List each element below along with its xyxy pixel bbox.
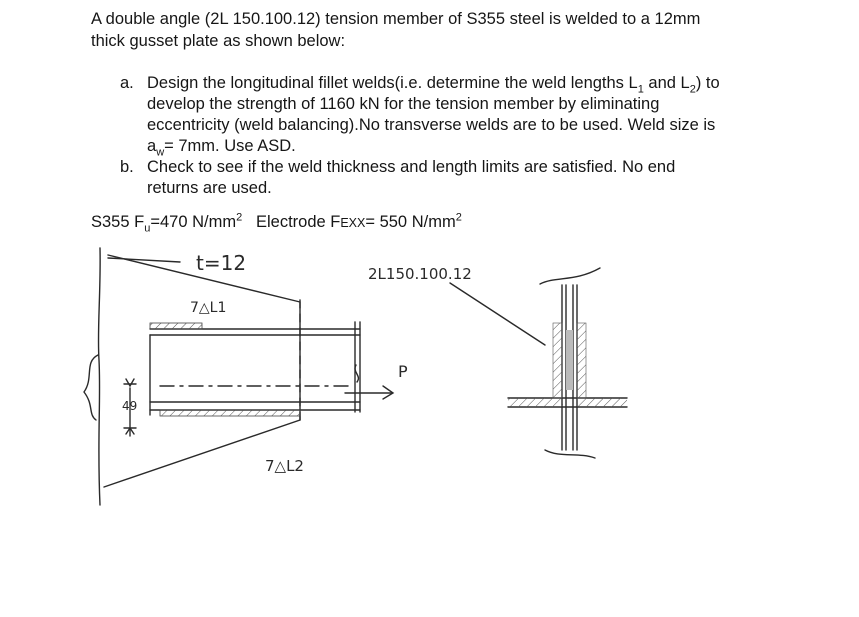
task-b-line-1: Check to see if the weld thickness and length limits are satisfied. No end	[147, 158, 676, 176]
task-a-line-1: Design the longitudinal fillet welds(i.e. determine the weld lengths $L_1$ and $L_2$) to	[147, 74, 720, 96]
weld-bottom-label: 7△L2	[265, 457, 304, 475]
gusset-outline	[104, 255, 300, 487]
task-a-line-4: $a_w= 7mm$. Use ASD.	[147, 137, 296, 159]
section-top-break	[540, 268, 600, 284]
section-leader	[450, 283, 545, 345]
break-line	[84, 355, 98, 420]
intro-line-1: A double angle (2L 150.100.12) tension member of S355 steel is welded to a 12mm	[91, 10, 701, 28]
section-weld-left	[553, 323, 562, 398]
task-marker-a: a.	[120, 74, 134, 92]
section-gusset-hatch-left	[508, 398, 563, 407]
weld-bottom-hatch	[160, 410, 300, 416]
section-label: 2L150.100.12	[368, 265, 472, 283]
task-a-line-2: develop the strength of 1160 kN for the tension member by eliminating	[147, 95, 660, 113]
thickness-label: t=12	[196, 251, 247, 275]
weld-top-hatch	[150, 323, 202, 329]
task-b-line-2: returns are used.	[147, 179, 272, 197]
steel-grade: S355 F	[91, 213, 145, 231]
load-label: P	[398, 362, 408, 381]
section-gusset-hatch-right	[577, 398, 627, 407]
thickness-leader	[108, 258, 180, 262]
task-marker-b: b.	[120, 158, 134, 176]
intro-line-2: thick gusset plate as shown below:	[91, 32, 346, 50]
section-bottom-break	[545, 450, 595, 458]
section-gap	[566, 330, 573, 390]
section-weld-right	[577, 323, 586, 398]
weld-top-label: 7△L1	[190, 300, 227, 316]
electrode-label: Electrode F	[255, 213, 341, 231]
material-properties: S355 $F_u=470$ $N/mm^2$ Electrode FEXX= 550 $N/mm^2$	[91, 211, 462, 235]
gusset-left-edge	[98, 248, 100, 505]
task-a-line-3: eccentricity (weld balancing).No transverse welds are to be used. Weld size is	[147, 116, 716, 134]
dimension-label: 49	[122, 399, 138, 413]
